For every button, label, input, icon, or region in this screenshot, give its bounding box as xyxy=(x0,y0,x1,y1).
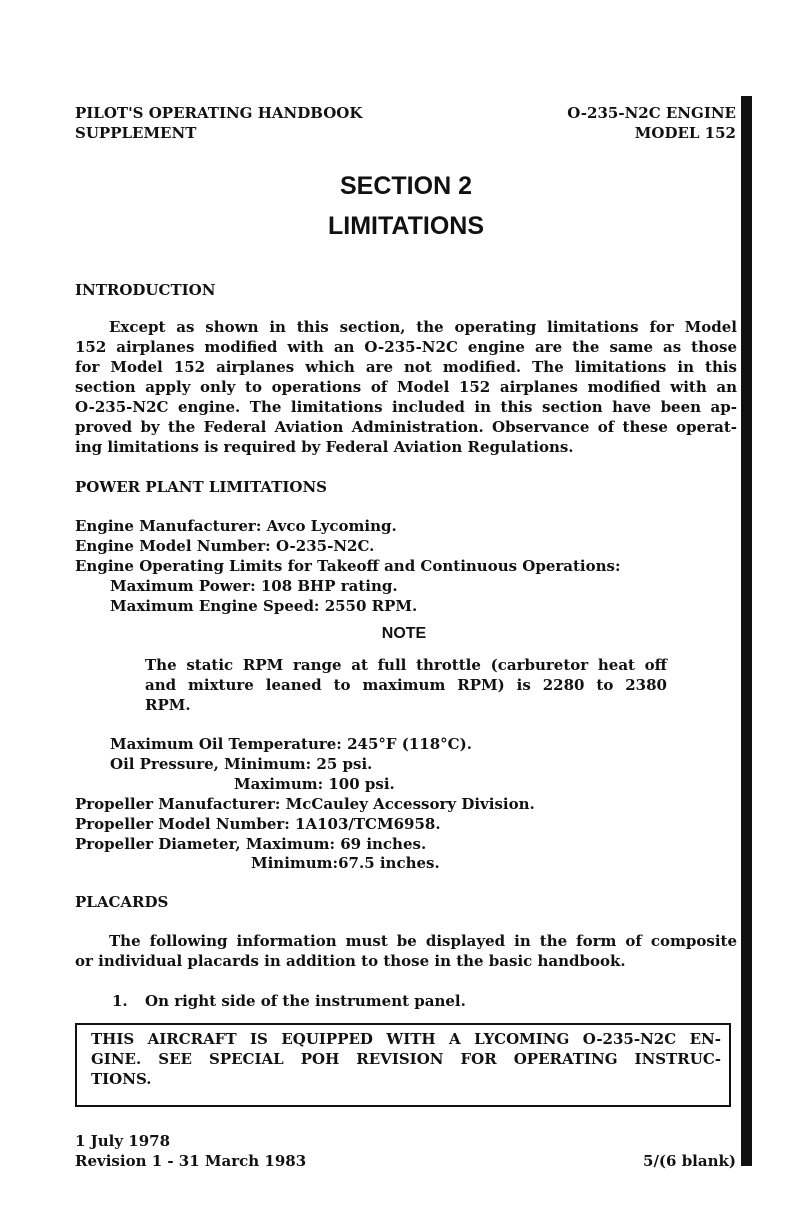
placard-line: THIS AIRCRAFT IS EQUIPPED WITH A LYCOMING O-235-N2C EN- xyxy=(91,1030,721,1048)
paragraph-line: O-235-N2C engine. The limitations included in this section have been ap- xyxy=(75,398,737,416)
footer-left xyxy=(75,1131,306,1171)
maximum-engine-speed: Maximum Engine Speed: 2550 RPM. xyxy=(110,597,418,615)
header-right xyxy=(567,103,736,143)
paragraph-line: The following information must be displayed in the form of composite xyxy=(109,932,737,950)
engine-label: O-235-N2C ENGINE xyxy=(567,104,736,122)
propeller-diameter-maximum: Propeller Diameter, Maximum: 69 inches. xyxy=(75,835,427,853)
section-number: SECTION 2 xyxy=(340,172,472,200)
placard-line: GINE. SEE SPECIAL POH REVISION FOR OPERATING INSTRUC- xyxy=(91,1050,721,1068)
engine-manufacturer: Engine Manufacturer: Avco Lycoming. xyxy=(75,517,397,535)
paragraph-line: 152 airplanes modified with an O-235-N2C engine are the same as those xyxy=(75,338,737,356)
paragraph-line: or individual placards in addition to those in the basic handbook. xyxy=(75,952,626,970)
revision-date: Revision 1 - 31 March 1983 xyxy=(75,1152,307,1170)
page-number: 5/(6 blank) xyxy=(643,1152,736,1170)
propeller-diameter-minimum: Minimum:67.5 inches. xyxy=(251,854,440,872)
paragraph-line: ing limitations is required by Federal Aviation Regulations. xyxy=(75,438,574,456)
placard-line: TIONS. xyxy=(91,1070,152,1088)
placards-paragraph xyxy=(75,931,737,971)
paragraph-line: for Model 152 airplanes which are not modified. The limitations in this xyxy=(75,358,737,376)
maximum-power: Maximum Power: 108 BHP rating. xyxy=(110,577,398,595)
note-title: NOTE xyxy=(381,625,427,642)
handbook-title: PILOT'S OPERATING HANDBOOK xyxy=(75,104,363,122)
paragraph-line: proved by the Federal Aviation Administration. Observance of these operat- xyxy=(75,418,737,436)
note-line: The static RPM range at full throttle (carburetor heat off xyxy=(145,656,667,674)
power-plant-heading: POWER PLANT LIMITATIONS xyxy=(75,478,328,496)
max-oil-temperature: Maximum Oil Temperature: 245°F (118°C). xyxy=(110,735,472,753)
introduction-heading: INTRODUCTION xyxy=(75,281,216,299)
paragraph-line: section apply only to operations of Model 152 airplanes modified with an xyxy=(75,378,737,396)
propeller-manufacturer: Propeller Manufacturer: McCauley Accessory Division. xyxy=(75,795,535,813)
introduction-paragraph xyxy=(75,317,737,457)
placard-box xyxy=(75,1023,731,1107)
placard-item-text: On right side of the instrument panel. xyxy=(145,992,466,1010)
section-name: LIMITATIONS xyxy=(328,212,484,240)
oil-pressure-minimum: Oil Pressure, Minimum: 25 psi. xyxy=(110,755,373,773)
paragraph-line: Except as shown in this section, the operating limitations for Model xyxy=(109,318,737,336)
oil-pressure-maximum: Maximum: 100 psi. xyxy=(234,775,395,793)
engine-operating-limits: Engine Operating Limits for Takeoff and Continuous Operations: xyxy=(75,557,621,575)
placards-heading: PLACARDS xyxy=(75,893,169,911)
engine-model: Engine Model Number: O-235-N2C. xyxy=(75,537,375,555)
header-left xyxy=(75,103,362,143)
note-line: RPM. xyxy=(145,696,191,714)
model-label: MODEL 152 xyxy=(634,124,736,142)
placard-item-number: 1. xyxy=(112,992,128,1010)
issue-date: 1 July 1978 xyxy=(75,1132,171,1150)
propeller-model: Propeller Model Number: 1A103/TCM6958. xyxy=(75,815,441,833)
note-line: and mixture leaned to maximum RPM) is 2280 to 2380 xyxy=(145,676,667,694)
note-body xyxy=(145,655,667,715)
handbook-subtitle: SUPPLEMENT xyxy=(75,124,197,142)
